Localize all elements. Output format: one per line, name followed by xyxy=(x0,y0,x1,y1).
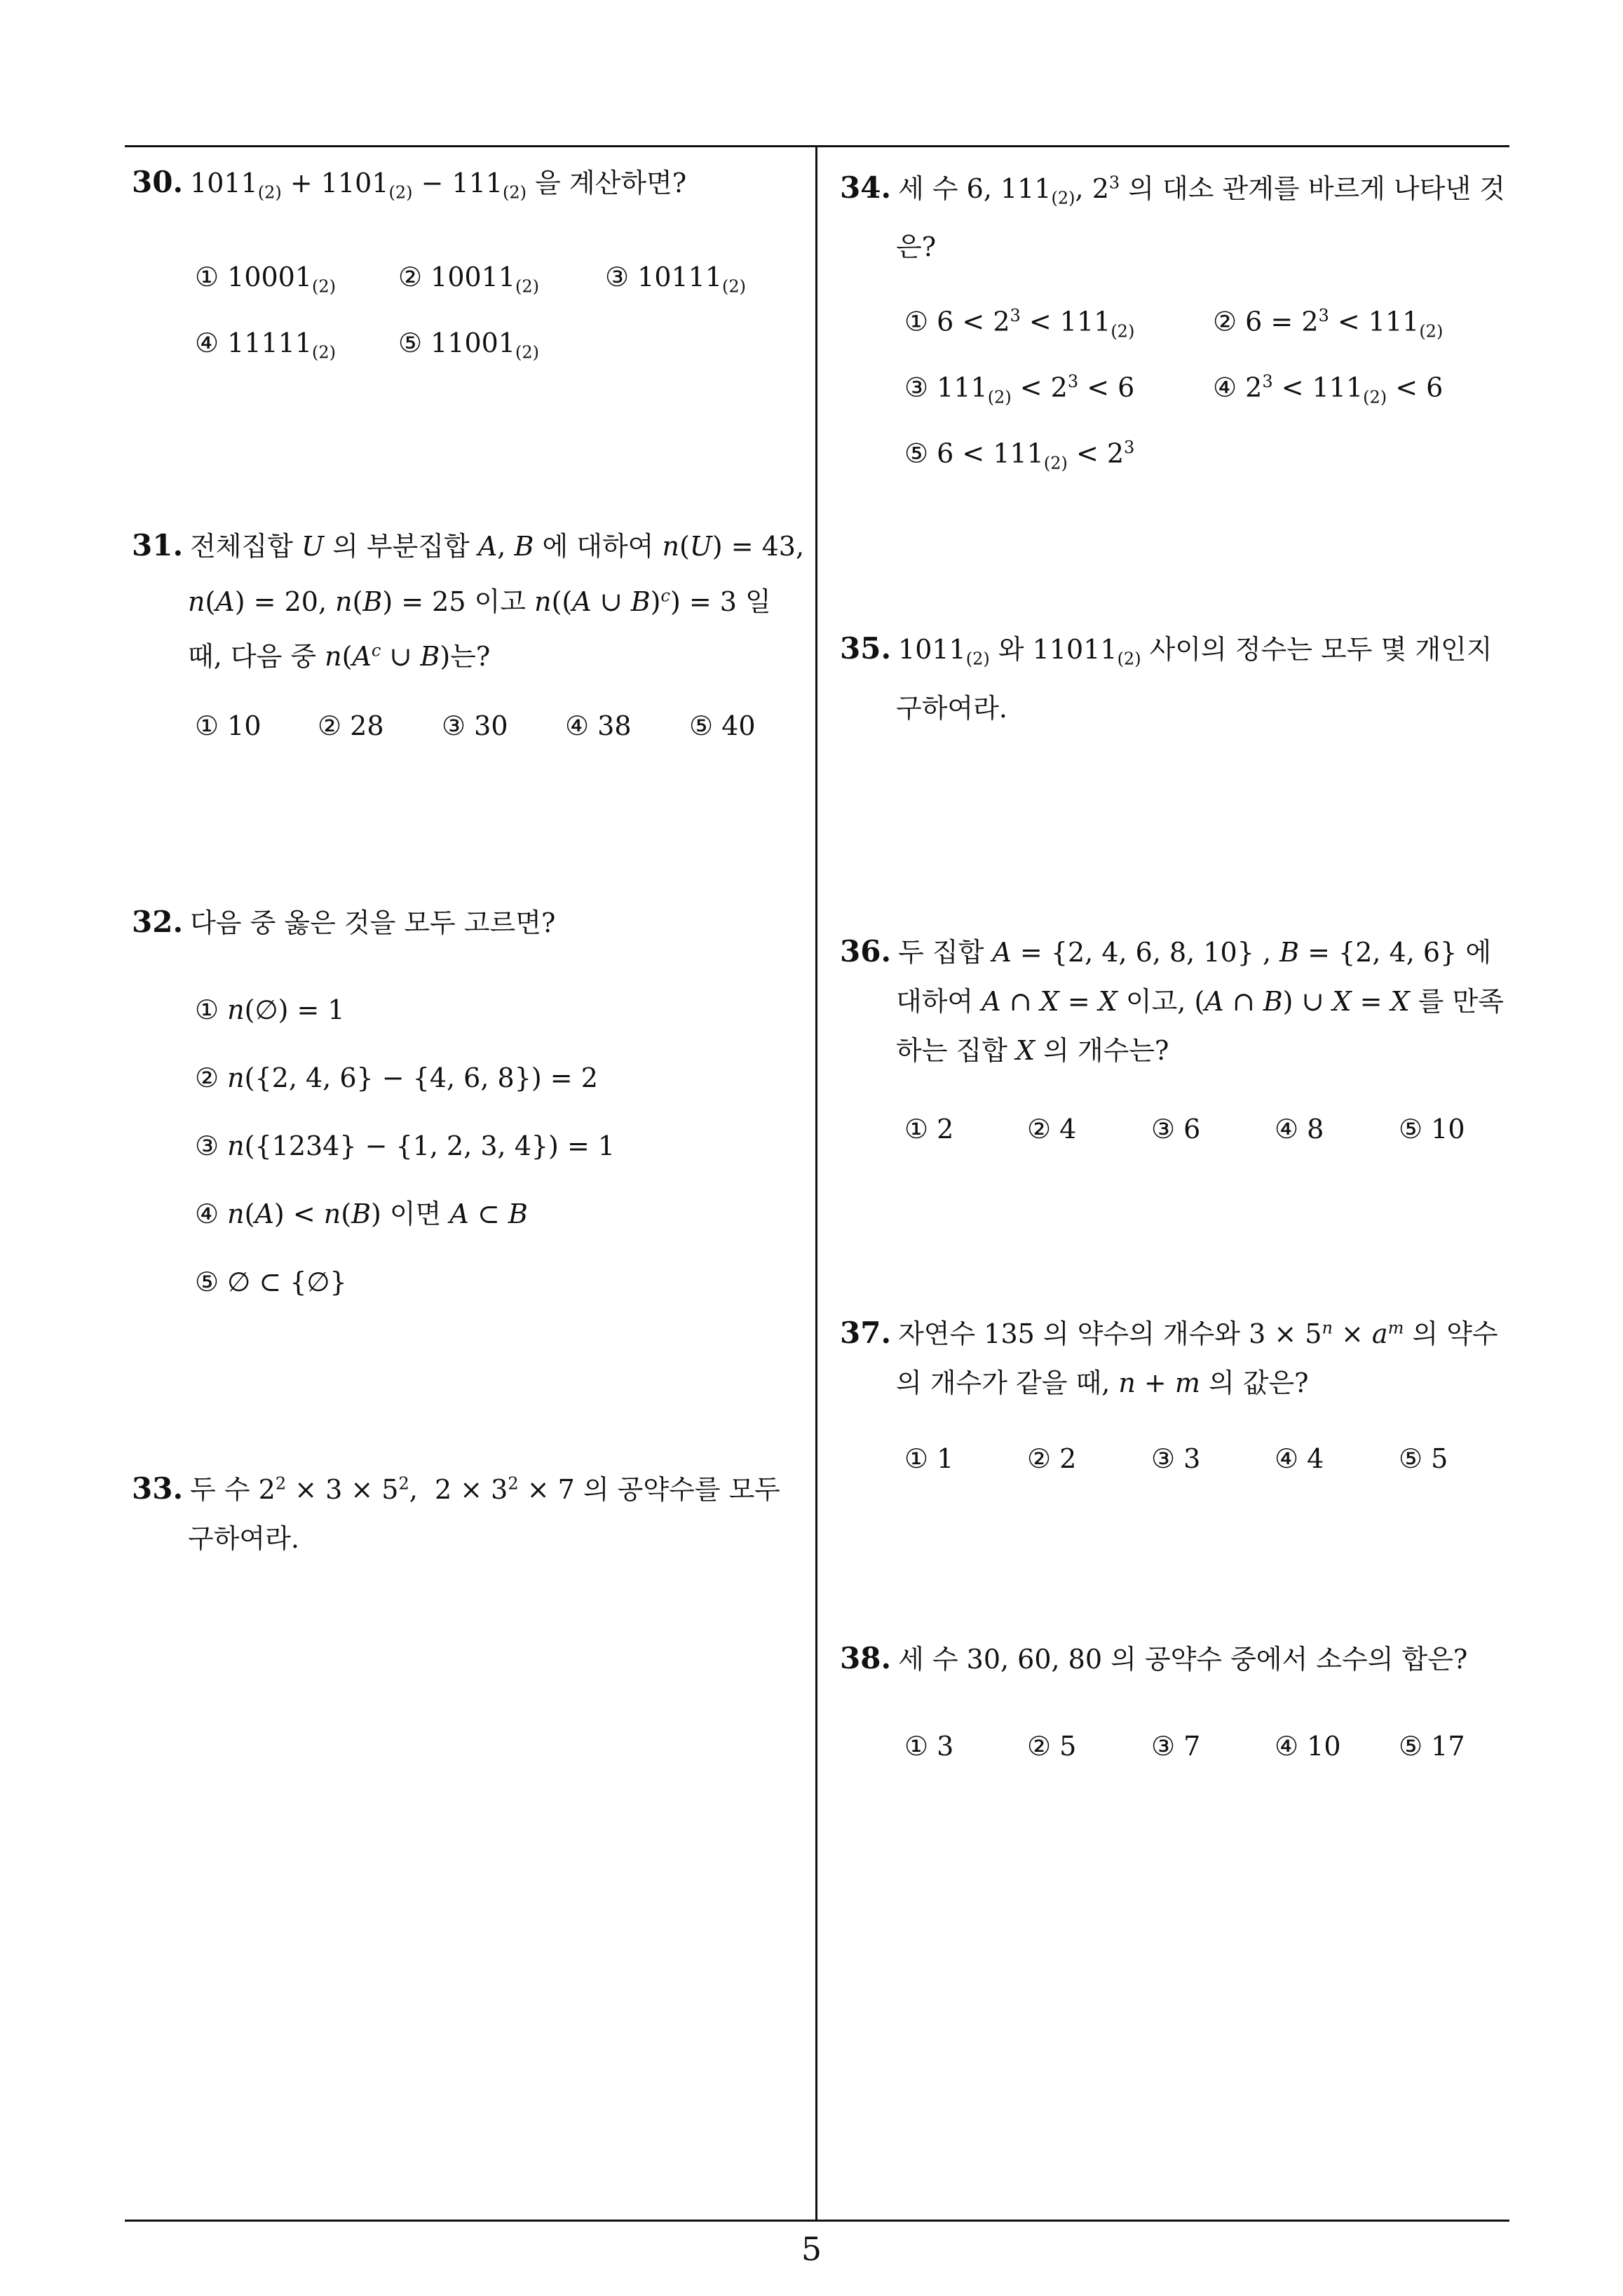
choice-2[interactable]: ② 28 xyxy=(318,710,384,741)
problem-stem xyxy=(840,927,1513,1075)
problem-number: 37. xyxy=(840,1315,892,1350)
problem-number: 33. xyxy=(132,1471,184,1506)
choice-2[interactable]: ② 4 xyxy=(1027,1114,1077,1144)
choice-2[interactable]: ② n({2, 4, 6} − {4, 6, 8}) = 2 xyxy=(195,1062,598,1093)
problem-38 xyxy=(840,1634,1513,1684)
problem-30 xyxy=(132,158,798,217)
choice-5[interactable]: ⑤ 40 xyxy=(689,710,756,741)
problem-text: 자연수 135 의 약수의 개수와 $3 \times 5^n \times a^m$ 의 약수의 개수가 같을 때, n + m 의 값은? xyxy=(896,1318,1498,1398)
problem-33 xyxy=(132,1459,805,1563)
choice-3[interactable]: ③ 30 xyxy=(442,710,508,741)
problem-stem xyxy=(132,158,798,217)
problem-32 xyxy=(132,898,798,947)
choice-5[interactable]: ⑤ ∅ ⊂ {∅} xyxy=(195,1267,347,1297)
choice-1[interactable]: ① 1 xyxy=(904,1443,954,1474)
choice-2[interactable]: ② $6 = 2^3 < 111_{(2)}$ xyxy=(1213,306,1444,342)
choice-3[interactable]: ③ 3 xyxy=(1151,1443,1201,1474)
problem-number: 30. xyxy=(132,165,184,199)
choice-4[interactable]: ④ n(A) < n(B) 이면 A ⊂ B xyxy=(195,1198,528,1229)
choice-5[interactable]: ⑤ $11001_{(2)}$ xyxy=(398,327,540,363)
problem-text: 두 수 $2^2 \times 3 \times 5^2$, $2 \times 3^2 \times 7$ 의 공약수를 모두 구하여라. xyxy=(188,1473,781,1554)
choice-1[interactable]: ① $10001_{(2)}$ xyxy=(195,262,337,297)
choice-4[interactable]: ④ $2^3 < 111_{(2)} < 6$ xyxy=(1213,372,1444,407)
choice-5[interactable]: ⑤ 10 xyxy=(1399,1114,1465,1144)
problem-stem xyxy=(840,1634,1513,1684)
problem-number: 38. xyxy=(840,1641,892,1675)
problem-stem xyxy=(840,1303,1513,1407)
problem-stem xyxy=(132,521,805,681)
problem-text: 세 수 6, $111_{(2)}$, $2^3$ 의 대소 관계를 바르게 나타낸 것은? xyxy=(896,173,1505,263)
problem-number: 35. xyxy=(840,631,892,666)
problem-stem xyxy=(840,624,1513,733)
choice-4[interactable]: ④ $11111_{(2)}$ xyxy=(195,327,337,363)
problem-number: 31. xyxy=(132,528,184,562)
choice-4[interactable]: ④ 10 xyxy=(1275,1731,1341,1762)
choice-3[interactable]: ③ n({1234} − {1, 2, 3, 4}) = 1 xyxy=(195,1130,616,1161)
problem-text: 두 집합 A = {2, 4, 6, 8, 10} , B = {2, 4, 6} 에 대하여 A ∩ X = X 이고, (A ∩ B) ∪ X = X 를 만족하는 집합 X 의 개수는? xyxy=(896,937,1504,1066)
choice-3[interactable]: ③ 6 xyxy=(1151,1114,1201,1144)
problem-35 xyxy=(840,624,1513,733)
choice-1[interactable]: ① 2 xyxy=(904,1114,954,1144)
choice-4[interactable]: ④ 4 xyxy=(1275,1443,1324,1474)
problem-34 xyxy=(840,158,1513,271)
problem-31 xyxy=(132,521,805,681)
column-divider xyxy=(815,145,817,2221)
problem-text: $1011_{(2)} + 1101_{(2)} - 111_{(2)}$ 을 계산하면? xyxy=(190,168,687,203)
problem-stem xyxy=(132,1459,805,1563)
choice-3[interactable]: ③ $111_{(2)} < 2^3 < 6$ xyxy=(904,372,1135,407)
choice-2[interactable]: ② 5 xyxy=(1027,1731,1077,1762)
page-number: 5 xyxy=(801,2230,822,2268)
choice-5[interactable]: ⑤ 17 xyxy=(1399,1731,1465,1762)
problem-number: 34. xyxy=(840,170,892,205)
problem-stem xyxy=(840,158,1513,271)
choice-4[interactable]: ④ 38 xyxy=(565,710,632,741)
problem-37 xyxy=(840,1303,1513,1407)
problem-text: 다음 중 옳은 것을 모두 고르면? xyxy=(190,907,556,938)
choice-5[interactable]: ⑤ $6 < 111_{(2)} < 2^3$ xyxy=(904,438,1135,473)
choice-2[interactable]: ② 2 xyxy=(1027,1443,1077,1474)
problem-36 xyxy=(840,927,1513,1075)
problem-stem xyxy=(132,898,798,947)
choice-3[interactable]: ③ 7 xyxy=(1151,1731,1201,1762)
problem-number: 32. xyxy=(132,905,184,939)
choice-3[interactable]: ③ $10111_{(2)}$ xyxy=(605,262,747,297)
choice-1[interactable]: ① $6 < 2^3 < 111_{(2)}$ xyxy=(904,306,1135,342)
problem-text: 전체집합 U 의 부분집합 A, B 에 대하여 n(U) = 43, n(A) = 20, n(B) = 25 이고 n((A ∪ B)$^c$) = 3 일 때, 다음 중 $n(A^c$ ∪ B)는? xyxy=(188,531,805,673)
choice-2[interactable]: ② $10011_{(2)}$ xyxy=(398,262,540,297)
choice-1[interactable]: ① 3 xyxy=(904,1731,954,1762)
bottom-rule xyxy=(125,2220,1509,2222)
choice-1[interactable]: ① n(∅) = 1 xyxy=(195,994,345,1025)
choice-5[interactable]: ⑤ 5 xyxy=(1399,1443,1448,1474)
problem-number: 36. xyxy=(840,934,892,968)
problem-text: $1011_{(2)}$ 와 $11011_{(2)}$ 사이의 정수는 모두 몇 개인지 구하여라. xyxy=(896,634,1493,724)
choice-1[interactable]: ① 10 xyxy=(195,710,262,741)
problem-text: 세 수 30, 60, 80 의 공약수 중에서 소수의 합은? xyxy=(898,1644,1468,1675)
choice-4[interactable]: ④ 8 xyxy=(1275,1114,1324,1144)
